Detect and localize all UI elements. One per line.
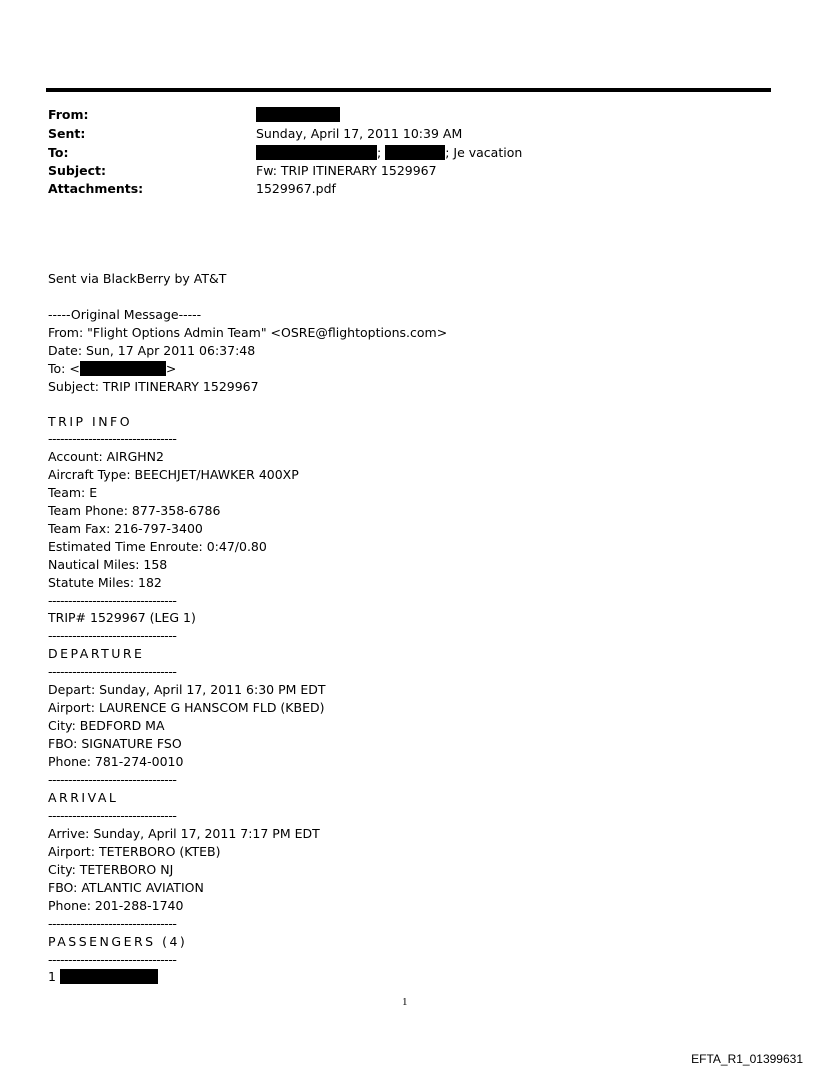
attachment-link[interactable]: 1529967.pdf <box>256 181 336 196</box>
to-separator: ; <box>377 145 382 160</box>
trip-info-line: Team: E <box>48 485 98 500</box>
original-date: Date: Sun, 17 Apr 2011 06:37:48 <box>48 343 256 358</box>
to-label: To: <box>48 145 69 160</box>
original-from: From: "Flight Options Admin Team" <OSRE@flightoptions.com> <box>48 325 448 340</box>
redaction-block <box>256 107 340 122</box>
document-id-footer: EFTA_R1_01399631 <box>691 1052 803 1066</box>
subject-label: Subject: <box>48 163 106 178</box>
subject-value: Fw: TRIP ITINERARY 1529967 <box>256 163 437 178</box>
original-subject: Subject: TRIP ITINERARY 1529967 <box>48 379 259 394</box>
trip-info-line: Team Fax: 216-797-3400 <box>48 521 203 536</box>
passengers-heading: PASSENGERS (4) <box>48 934 188 949</box>
trip-info-line: Statute Miles: 182 <box>48 575 162 590</box>
trip-info-line: Aircraft Type: BEECHJET/HAWKER 400XP <box>48 467 299 482</box>
to-value <box>256 144 522 162</box>
departure-line: Depart: Sunday, April 17, 2011 6:30 PM EDT <box>48 682 326 697</box>
separator: -------------------------------- <box>48 593 177 608</box>
separator: -------------------------------- <box>48 628 177 643</box>
departure-line: FBO: SIGNATURE FSO <box>48 736 182 751</box>
sent-label: Sent: <box>48 126 86 141</box>
redaction-block <box>60 969 158 984</box>
arrival-line: FBO: ATLANTIC AVIATION <box>48 880 204 895</box>
trip-number: TRIP# 1529967 (LEG 1) <box>48 610 196 625</box>
page-number: 1 <box>402 996 408 1008</box>
departure-line: Airport: LAURENCE G HANSCOM FLD (KBED) <box>48 700 325 715</box>
arrival-line: City: TETERBORO NJ <box>48 862 174 877</box>
passenger-row <box>48 968 158 986</box>
trip-info-line: Estimated Time Enroute: 0:47/0.80 <box>48 539 267 554</box>
trip-info-heading: TRIP INFO <box>48 414 133 429</box>
arrival-heading: ARRIVAL <box>48 790 119 805</box>
redaction-block <box>256 145 377 160</box>
sent-value: Sunday, April 17, 2011 10:39 AM <box>256 126 463 141</box>
trip-info-line: Nautical Miles: 158 <box>48 557 168 572</box>
departure-heading: DEPARTURE <box>48 646 145 661</box>
redaction-block <box>385 145 445 160</box>
from-label: From: <box>48 107 89 122</box>
passenger-index: 1 <box>48 969 56 984</box>
original-to: To: < > <box>48 361 177 376</box>
arrival-line: Phone: 201-288-1740 <box>48 898 184 913</box>
sent-via: Sent via BlackBerry by AT&T <box>48 271 227 286</box>
redaction-block <box>80 361 166 376</box>
from-value <box>256 106 340 124</box>
separator: -------------------------------- <box>48 916 177 931</box>
separator: -------------------------------- <box>48 431 177 446</box>
original-message-marker: -----Original Message----- <box>48 307 202 322</box>
arrival-line: Arrive: Sunday, April 17, 2011 7:17 PM EDT <box>48 826 320 841</box>
trip-info-line: Team Phone: 877-358-6786 <box>48 503 221 518</box>
attachments-label: Attachments: <box>48 181 144 196</box>
separator: -------------------------------- <box>48 664 177 679</box>
header-rule <box>46 88 771 92</box>
separator: -------------------------------- <box>48 952 177 967</box>
arrival-line: Airport: TETERBORO (KTEB) <box>48 844 221 859</box>
departure-line: City: BEDFORD MA <box>48 718 165 733</box>
to-tail: ; Je vacation <box>445 145 523 160</box>
departure-line: Phone: 781-274-0010 <box>48 754 184 769</box>
separator: -------------------------------- <box>48 808 177 823</box>
trip-info-line: Account: AIRGHN2 <box>48 449 164 464</box>
separator: -------------------------------- <box>48 772 177 787</box>
